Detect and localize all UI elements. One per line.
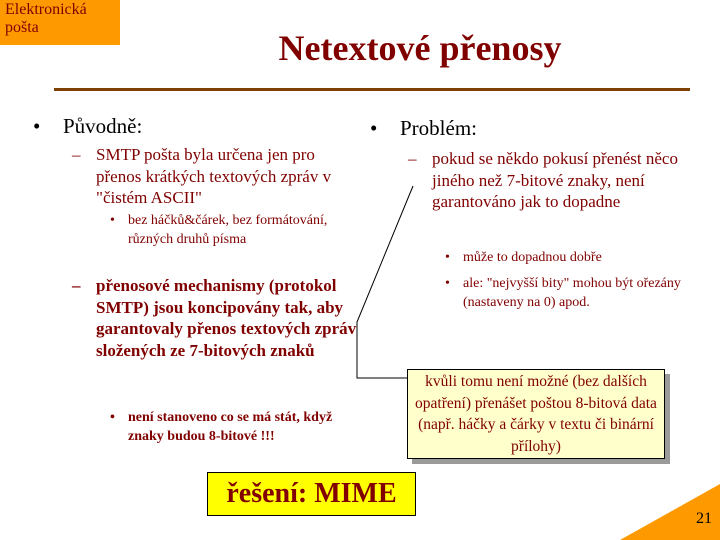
bullet-icon: •	[110, 213, 115, 228]
left-sub1-item	[72, 144, 352, 209]
bullet-icon: •	[445, 276, 450, 291]
right-detail2: ale: "nejvyšší bity" mohou být ořezány (nastaveny na 0) apod.	[463, 276, 681, 310]
right-heading: Problém:	[400, 116, 477, 140]
right-sub1-text: pokud se někdo pokusí přenést něco jiného než 7-bitové znaky, není garantováno jak to dopadne	[432, 149, 678, 211]
page-number: 21	[696, 510, 712, 527]
right-detail1-item	[445, 248, 695, 267]
bullet-icon: •	[370, 116, 378, 140]
left-sub2-text: přenosové mechanismy (protokol SMTP) jsou koncipovány tak, aby garantovaly přenos textových zpráv složených ze 7-bitových znaků	[96, 276, 357, 360]
bullet-icon: •	[33, 114, 41, 138]
section-label-line-1: Elektronická	[5, 1, 87, 18]
left-heading: Původně:	[63, 114, 143, 138]
left-sub1-detail: bez háčků&čárek, bez formátování, různých druhů písma	[128, 213, 328, 247]
page-number-corner	[620, 484, 720, 540]
right-heading-item	[370, 115, 670, 141]
right-detail2-item	[445, 274, 695, 312]
solution-box: řešení: MIME	[207, 472, 416, 516]
bullet-icon: •	[110, 410, 115, 425]
left-heading-item	[33, 113, 333, 139]
right-sub1-item	[408, 148, 688, 213]
section-label-line-2: pošta	[5, 19, 39, 36]
callout-box: kvůli tomu není možné (bez dalších opatření) přenášet poštou 8-bitová data (např. háčky a čárky v textu či binární přílohy)	[407, 369, 665, 459]
left-sub2-item	[72, 275, 357, 361]
left-sub1-detail-item	[110, 211, 340, 249]
left-sub2-detail: není stanoveno co se má stát, když znaky budou 8-bitové !!!	[128, 410, 333, 444]
left-sub2-detail-item	[110, 408, 340, 446]
dash-icon: –	[408, 149, 417, 168]
dash-icon: –	[72, 145, 81, 164]
dash-icon: –	[72, 276, 81, 295]
slide-title: Netextové přenosy	[278, 28, 562, 68]
bullet-icon: •	[445, 250, 450, 265]
left-sub1-text: SMTP pošta byla určena jen pro přenos krátkých textových zpráv v "čistém ASCII"	[96, 145, 332, 207]
right-detail1: může to dopadnou dobře	[463, 250, 602, 265]
